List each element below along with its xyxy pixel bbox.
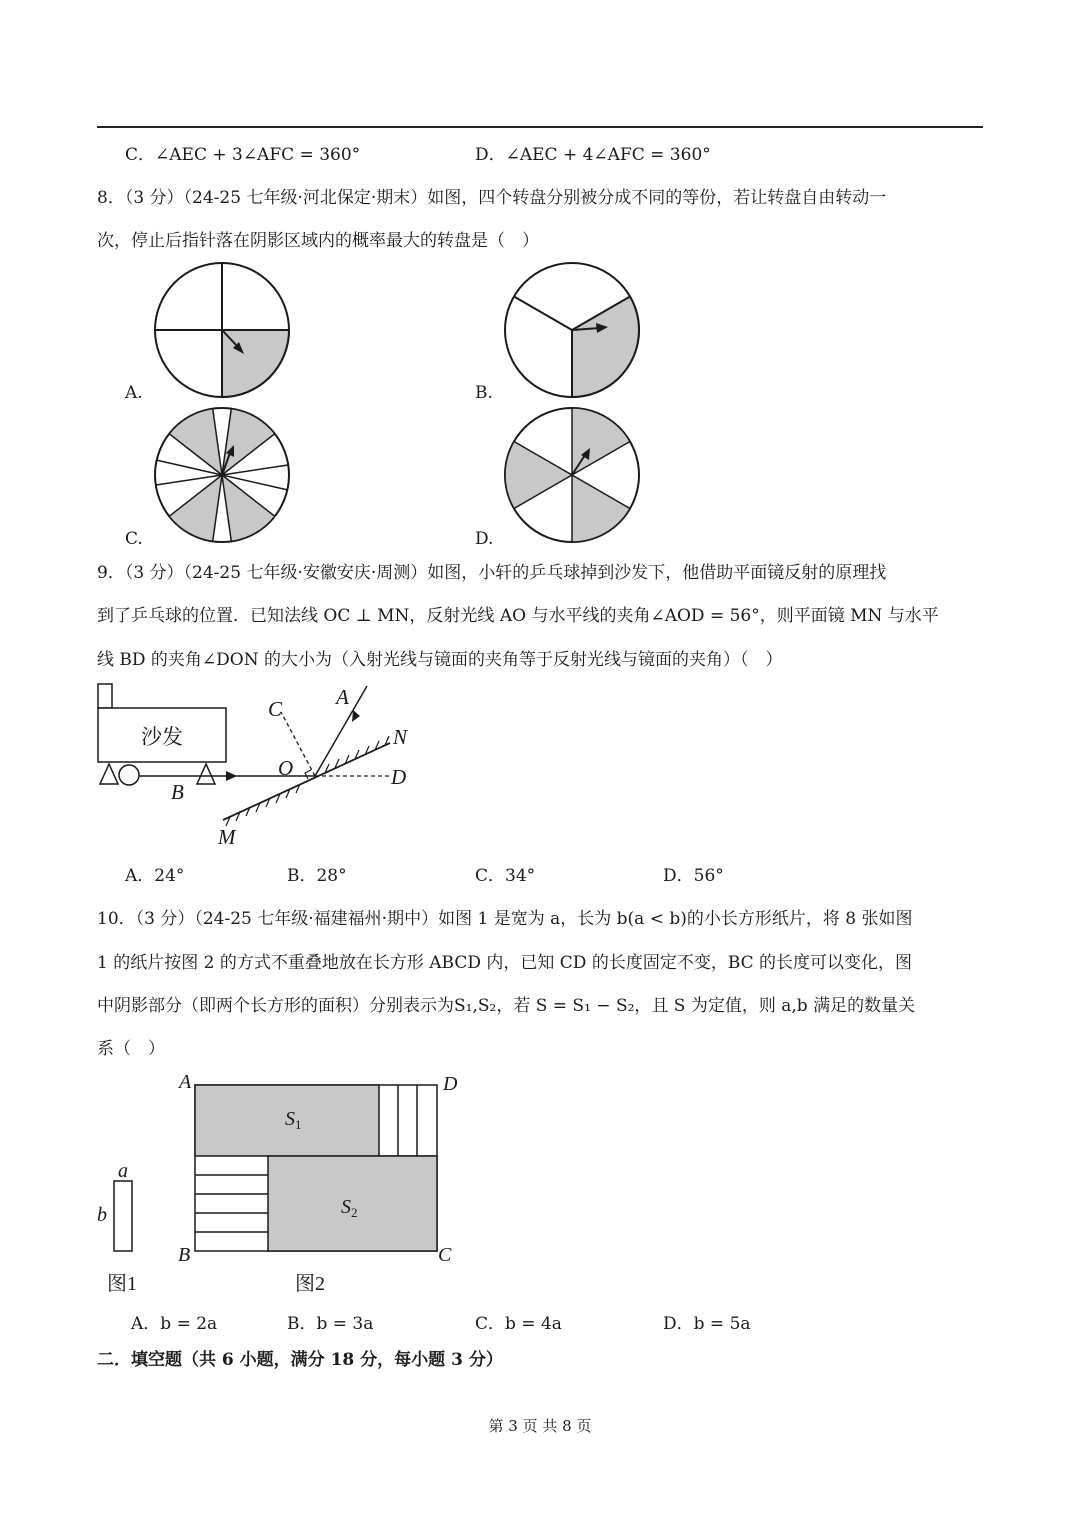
spinner-a bbox=[150, 262, 296, 402]
q9-label-b: B bbox=[171, 780, 184, 804]
header-rule bbox=[97, 126, 983, 128]
fig2-label-a: A bbox=[179, 1071, 192, 1093]
q8-text-line1: 8．（3 分）（24-25 七年级·河北保定·期末）如图，四个转盘分别被分成不同的等份，若让转盘自由转动一 bbox=[97, 188, 887, 208]
q9-label-d: D bbox=[391, 765, 407, 789]
q9-label-m: M bbox=[218, 825, 236, 849]
q8-label-a: A. bbox=[125, 383, 143, 403]
fig2-caption: 图2 bbox=[295, 1273, 325, 1295]
q10-text-line1: 10．（3 分）（24-25 七年级·福建福州·期中）如图 1 是宽为 a，长为 b(a < b)的小长方形纸片，将 8 张如图 bbox=[97, 909, 913, 929]
fig1-caption: 图1 bbox=[107, 1273, 137, 1295]
q8-label-b: B. bbox=[475, 383, 493, 403]
sofa-label: 沙发 bbox=[141, 725, 183, 749]
fig1-label-b: b bbox=[97, 1204, 107, 1226]
q9-text-line2: 到了乒乓球的位置．已知法线 OC ⊥ MN，反射光线 AO 与水平线的夹角∠AOD = 56°，则平面镜 MN 与水平 bbox=[97, 606, 939, 626]
q9-option-d: D．56° bbox=[663, 866, 724, 886]
q10-option-a: A．b = 2a bbox=[131, 1314, 218, 1334]
q9-label-c: C bbox=[268, 697, 283, 721]
s2-label: S bbox=[341, 1196, 351, 1218]
s1-subscript: 1 bbox=[295, 1117, 302, 1132]
q8-label-c: C. bbox=[125, 529, 143, 549]
q9-text-line3: 线 BD 的夹角∠DON 的大小为（入射光线与镜面的夹角等于反射光线与镜面的夹角）（ ） bbox=[97, 650, 783, 670]
q7-option-c: C．∠AEC + 3∠AFC = 360° bbox=[125, 145, 361, 165]
q8-label-d: D. bbox=[475, 529, 494, 549]
section-2-title: 二．填空题（共 6 小题，满分 18 分，每小题 3 分） bbox=[97, 1350, 503, 1370]
s2-subscript: 2 bbox=[351, 1205, 358, 1220]
q10-option-b: B．b = 3a bbox=[287, 1314, 374, 1334]
q9-text-line1: 9．（3 分）（24-25 七年级·安徽安庆·周测）如图，小轩的乒乓球掉到沙发下，他借助平面镜反射的原理找 bbox=[97, 563, 887, 583]
q10-text-line2: 1 的纸片按图 2 的方式不重叠地放在长方形 ABCD 内，已知 CD 的长度固定不变，BC 的长度可以变化，图 bbox=[97, 953, 913, 973]
fig2-label-c: C bbox=[438, 1244, 452, 1266]
fig2-label-b: B bbox=[178, 1244, 191, 1266]
q9-option-b: B．28° bbox=[287, 866, 347, 886]
q9-label-o: O bbox=[278, 756, 294, 780]
q7-option-d: D．∠AEC + 4∠AFC = 360° bbox=[475, 145, 711, 165]
q9-option-a: A．24° bbox=[125, 866, 185, 886]
s1-label: S bbox=[285, 1108, 295, 1130]
fig2-label-d: D bbox=[443, 1073, 458, 1095]
q10-text-line4: 系（ ） bbox=[97, 1039, 165, 1059]
spinner-b bbox=[500, 262, 646, 402]
fig1-label-a: a bbox=[118, 1160, 128, 1182]
q9-label-n: N bbox=[393, 725, 408, 749]
q10-figure bbox=[95, 1070, 475, 1300]
q9-label-a: A bbox=[336, 685, 349, 709]
q10-option-c: C．b = 4a bbox=[475, 1314, 562, 1334]
spinner-c bbox=[150, 405, 296, 545]
q10-text-line3: 中阴影部分（即两个长方形的面积）分别表示为S₁,S₂，若 S = S₁ − S₂，且 S 为定值，则 a,b 满足的数量关 bbox=[97, 996, 916, 1016]
q9-option-c: C．34° bbox=[475, 866, 536, 886]
q8-text-line2: 次，停止后指针落在阴影区域内的概率最大的转盘是（ ） bbox=[97, 231, 539, 251]
q9-figure bbox=[95, 680, 425, 850]
spinner-d bbox=[500, 405, 646, 545]
page-footer: 第 3 页 共 8 页 bbox=[488, 1417, 592, 1435]
q10-option-d: D．b = 5a bbox=[663, 1314, 751, 1334]
